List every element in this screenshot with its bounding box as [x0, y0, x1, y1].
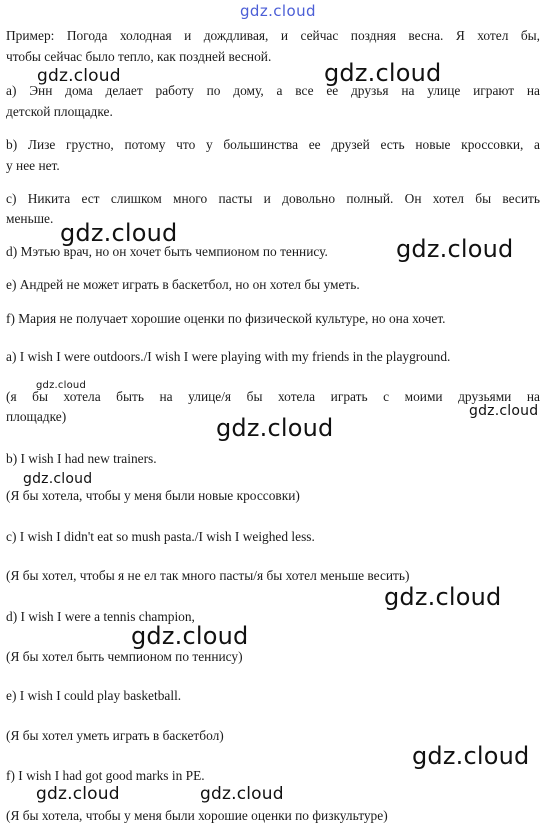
task-c-line-1: c) Никита ест слишком много пасты и довольно полный. Он хотел бы весить: [6, 191, 540, 206]
answer-a-en: a) I wish I were outdoors./I wish I were playing with my friends in the playground.: [6, 349, 451, 364]
example-line-2: чтобы сейчас было тепло, как поздней весной.: [6, 49, 272, 64]
watermark: gdz.cloud: [131, 622, 249, 650]
task-b-line-2: у нее нет.: [6, 158, 60, 173]
watermark: gdz.cloud: [216, 414, 334, 442]
answer-d-en: d) I wish I were a tennis champion,: [6, 609, 195, 624]
answer-e-ru: (Я бы хотел уметь играть в баскетбол): [6, 728, 224, 743]
answer-e-en: e) I wish I could play basketball.: [6, 688, 182, 703]
watermark: gdz.cloud: [469, 403, 539, 419]
watermark-top: gdz.cloud: [240, 2, 316, 20]
task-c-line-2: меньше.: [6, 211, 54, 226]
answer-b-en: b) I wish I had new trainers.: [6, 451, 157, 466]
answer-d-ru: (Я бы хотел быть чемпионом по теннису): [6, 649, 243, 664]
answer-f-ru: (Я бы хотела, чтобы у меня были хорошие оценки по физкультуре): [6, 808, 388, 823]
task-a-line-2: детской площадке.: [6, 104, 113, 119]
watermark: gdz.cloud: [36, 784, 120, 804]
watermark: gdz.cloud: [412, 742, 530, 770]
watermark: gdz.cloud: [36, 380, 87, 391]
watermark: gdz.cloud: [37, 66, 121, 86]
task-f: f) Мария не получает хорошие оценки по физической культуре, но она хочет.: [6, 311, 446, 326]
task-b-line-1: b) Лизе грустно, потому что у большинства ее друзей есть новые кроссовки, а: [6, 137, 540, 152]
answer-c-ru: (Я бы хотел, чтобы я не ел так много пасты/я бы хотел меньше весить): [6, 568, 410, 583]
answer-f-en: f) I wish I had got good marks in PE.: [6, 768, 205, 783]
answer-a-ru-line-1: (я бы хотела быть на улице/я бы хотела играть с моими друзьями на: [6, 389, 540, 404]
watermark: gdz.cloud: [200, 784, 284, 804]
answer-c-en: c) I wish I didn't eat so mush pasta./I wish I weighed less.: [6, 529, 315, 544]
task-d: d) Мэтью врач, но он хочет быть чемпионом по теннису.: [6, 244, 328, 259]
answer-b-ru: (Я бы хотела, чтобы у меня были новые кроссовки): [6, 488, 300, 503]
watermark: gdz.cloud: [384, 583, 502, 611]
watermark: gdz.cloud: [60, 219, 178, 247]
example-line-1: Пример: Погода холодная и дождливая, и сейчас поздняя весна. Я хотел бы,: [6, 28, 540, 43]
watermark: gdz.cloud: [23, 471, 93, 487]
watermark: gdz.cloud: [324, 59, 442, 87]
task-e: e) Андрей не может играть в баскетбол, но он хотел бы уметь.: [6, 277, 360, 292]
answer-a-ru-line-2: площадке): [6, 409, 67, 424]
task-a-line-1: a) Энн дома делает работу по дому, а все ее друзья на улице играют на: [6, 83, 540, 98]
watermark: gdz.cloud: [396, 235, 514, 263]
